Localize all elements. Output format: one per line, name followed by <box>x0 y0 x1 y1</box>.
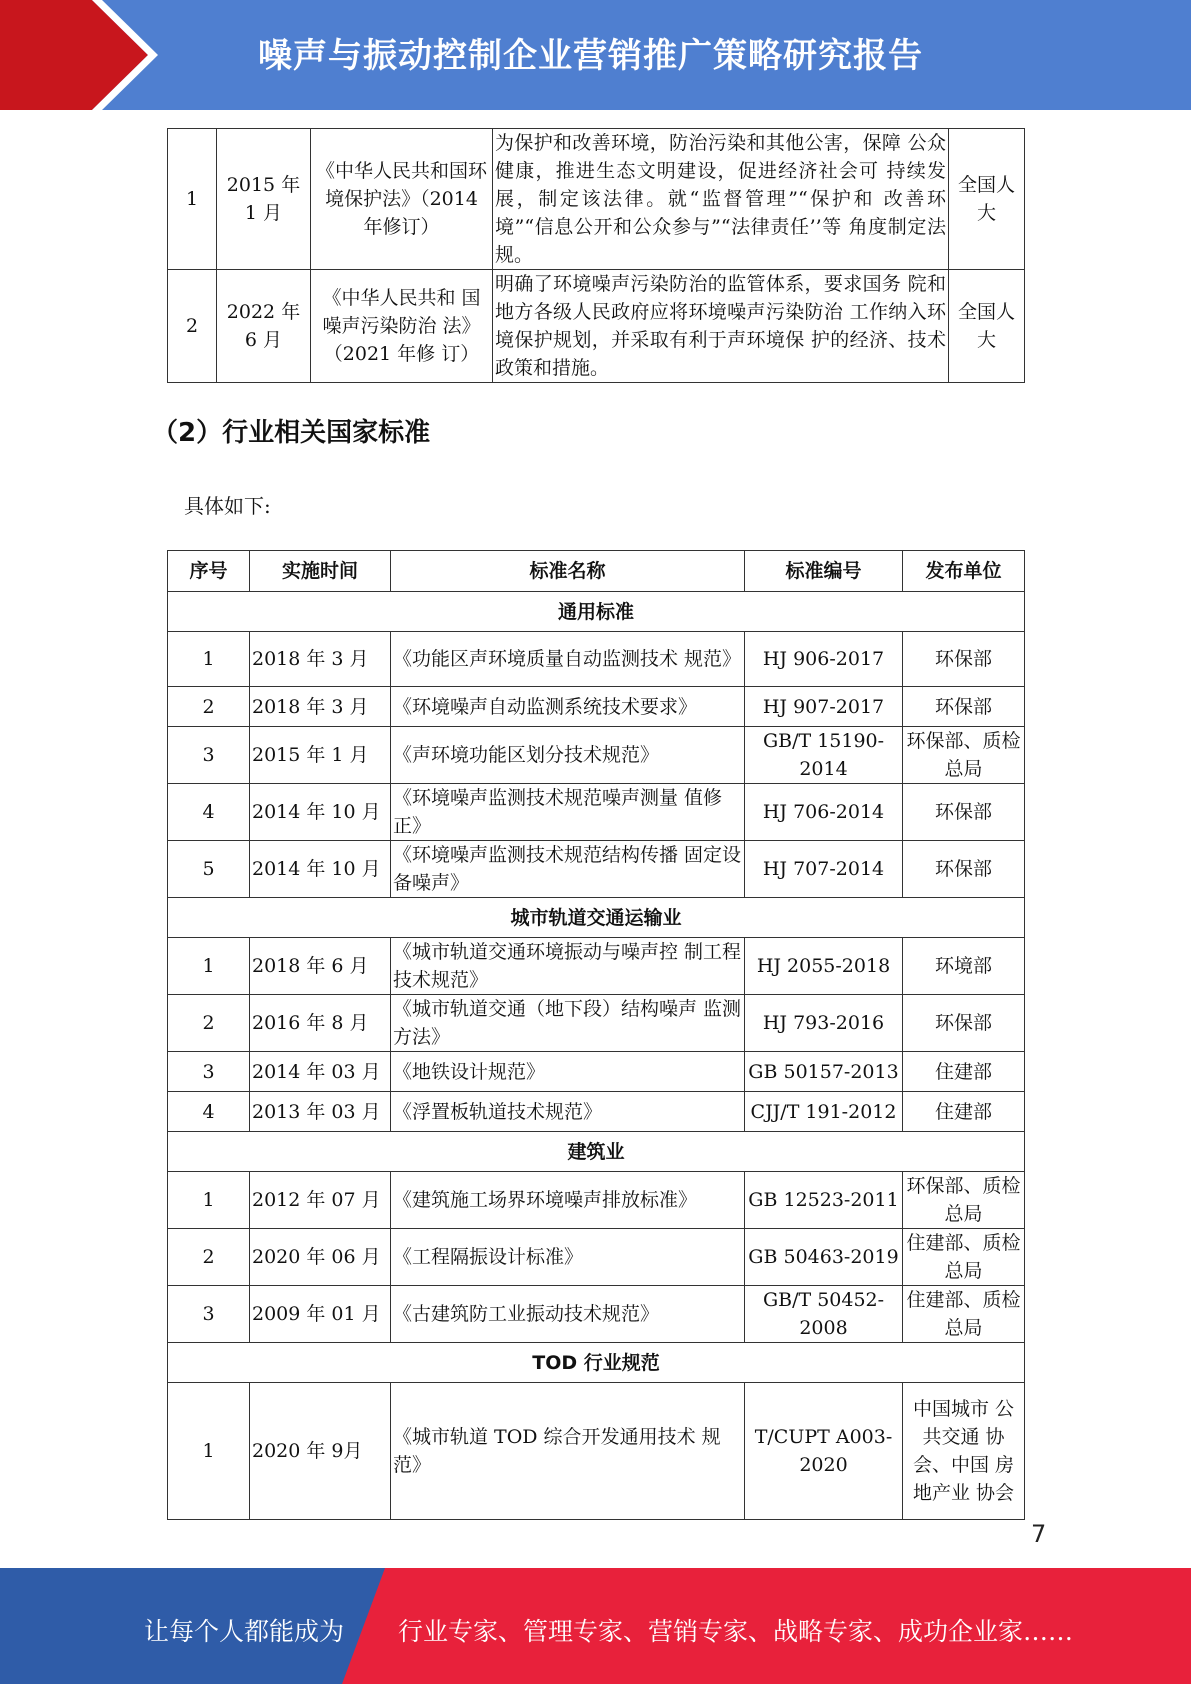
std-code: HJ 907-2017 <box>745 687 903 727</box>
law-name: 《中华人民共和国环境保护法》（2014 年修订） <box>311 129 493 270</box>
law-content: 明确了环境噪声污染防治的监管体系，要求国务 院和地方各级人民政府应将环境噪声污染防治 工作纳入环境保护规划，并采取有利于声环境保 护的经济、技术政策和措施。 <box>493 270 949 383</box>
law-issuer: 全国人大 <box>949 270 1025 383</box>
section-heading: （2）行业相关国家标准 <box>152 418 431 448</box>
std-code: T/CUPT A003-2020 <box>745 1383 903 1520</box>
std-date: 2014 年 10 月 <box>250 784 391 841</box>
law-no: 1 <box>168 129 217 270</box>
table-row <box>168 995 1025 1052</box>
table-row <box>168 1092 1025 1132</box>
table-row <box>168 1229 1025 1286</box>
table-row <box>168 938 1025 995</box>
std-name: 《环境噪声监测技术规范噪声测量 值修正》 <box>391 784 745 841</box>
std-date: 2018 年 3 月 <box>250 632 391 687</box>
law-issuer: 全国人大 <box>949 129 1025 270</box>
law-name: 《中华人民共和 国噪声污染防治 法》（2021 年修 订） <box>311 270 493 383</box>
page-number: 7 <box>1031 1520 1047 1548</box>
std-no: 4 <box>168 784 250 841</box>
std-no: 1 <box>168 1172 250 1229</box>
std-code: GB 50463-2019 <box>745 1229 903 1286</box>
std-name: 《浮置板轨道技术规范》 <box>391 1092 745 1132</box>
std-no: 4 <box>168 1092 250 1132</box>
std-name: 《环境噪声监测技术规范结构传播 固定设备噪声》 <box>391 841 745 898</box>
std-name: 《城市轨道交通（地下段）结构噪声 监测方法》 <box>391 995 745 1052</box>
std-name: 《声环境功能区划分技术规范》 <box>391 727 745 784</box>
std-no: 3 <box>168 1286 250 1343</box>
group-title: TOD 行业规范 <box>168 1343 1025 1383</box>
std-date: 2018 年 3 月 <box>250 687 391 727</box>
std-issuer: 中国城市 公共交通 协会、中国 房地产业 协会 <box>903 1383 1025 1520</box>
intro-text: 具体如下: <box>184 494 271 518</box>
law-content: 为保护和改善环境，防治污染和其他公害，保障 公众健康，推进生态文明建设，促进经济社会可 持续发展，制定该法律。就“监督管理”“保护和 改善环境”“信息公开和公众参与”“法律责任’’等 角度制定法规。 <box>493 129 949 270</box>
std-issuer: 环保部、质检总局 <box>903 727 1025 784</box>
table-row <box>168 1383 1025 1520</box>
std-issuer: 环保部 <box>903 784 1025 841</box>
group-row <box>168 592 1025 632</box>
std-issuer: 住建部、质检总局 <box>903 1229 1025 1286</box>
std-no: 2 <box>168 1229 250 1286</box>
std-code: GB 50157-2013 <box>745 1052 903 1092</box>
table-row <box>168 129 1025 270</box>
table-header-row <box>168 551 1025 592</box>
std-date: 2014 年 03 月 <box>250 1052 391 1092</box>
col-header-code: 标准编号 <box>745 551 903 592</box>
std-date: 2020 年 06 月 <box>250 1229 391 1286</box>
laws-table <box>167 128 1025 383</box>
std-code: GB/T 15190-2014 <box>745 727 903 784</box>
std-code: HJ 707-2014 <box>745 841 903 898</box>
footer-slogan-right: 行业专家、管理专家、营销专家、战略专家、成功企业家…… <box>398 1617 1074 1646</box>
std-date: 2018 年 6 月 <box>250 938 391 995</box>
col-header-issuer: 发布单位 <box>903 551 1025 592</box>
std-name: 《城市轨道交通环境振动与噪声控 制工程技术规范》 <box>391 938 745 995</box>
table-row <box>168 1286 1025 1343</box>
std-date: 2015 年 1 月 <box>250 727 391 784</box>
col-header-no: 序号 <box>168 551 250 592</box>
std-issuer: 环保部 <box>903 841 1025 898</box>
std-code: CJJ/T 191-2012 <box>745 1092 903 1132</box>
group-row <box>168 1132 1025 1172</box>
std-name: 《地铁设计规范》 <box>391 1052 745 1092</box>
std-code: HJ 906-2017 <box>745 632 903 687</box>
std-date: 2016 年 8 月 <box>250 995 391 1052</box>
std-name: 《城市轨道 TOD 综合开发通用技术 规范》 <box>391 1383 745 1520</box>
header-red-chevron <box>0 0 155 110</box>
std-name: 《功能区声环境质量自动监测技术 规范》 <box>391 632 745 687</box>
std-issuer: 住建部 <box>903 1092 1025 1132</box>
table-row <box>168 1052 1025 1092</box>
table-row <box>168 1172 1025 1229</box>
std-issuer: 环保部 <box>903 687 1025 727</box>
col-header-date: 实施时间 <box>250 551 391 592</box>
table-row <box>168 687 1025 727</box>
law-date: 2022 年 6 月 <box>217 270 311 383</box>
group-row <box>168 1343 1025 1383</box>
std-issuer: 住建部、质检总局 <box>903 1286 1025 1343</box>
std-code: HJ 793-2016 <box>745 995 903 1052</box>
std-code: GB 12523-2011 <box>745 1172 903 1229</box>
page-header <box>0 0 1191 110</box>
table-row <box>168 270 1025 383</box>
law-date: 2015 年 1 月 <box>217 129 311 270</box>
table-row <box>168 632 1025 687</box>
std-issuer: 环保部、质检总局 <box>903 1172 1025 1229</box>
table-row <box>168 727 1025 784</box>
std-date: 2009 年 01 月 <box>250 1286 391 1343</box>
std-no: 3 <box>168 727 250 784</box>
std-code: HJ 2055-2018 <box>745 938 903 995</box>
std-no: 2 <box>168 995 250 1052</box>
std-no: 1 <box>168 938 250 995</box>
table-row <box>168 784 1025 841</box>
group-title: 通用标准 <box>168 592 1025 632</box>
std-issuer: 环保部 <box>903 632 1025 687</box>
std-no: 3 <box>168 1052 250 1092</box>
footer-slogan-left: 让每个人都能成为 <box>144 1617 345 1646</box>
std-issuer: 环保部 <box>903 995 1025 1052</box>
std-no: 1 <box>168 1383 250 1520</box>
std-code: HJ 706-2014 <box>745 784 903 841</box>
std-no: 2 <box>168 687 250 727</box>
std-issuer: 环境部 <box>903 938 1025 995</box>
report-title: 噪声与振动控制企业营销推广策略研究报告 <box>258 36 923 76</box>
standards-table <box>167 550 1025 1520</box>
page-footer <box>0 1568 1191 1684</box>
std-name: 《古建筑防工业振动技术规范》 <box>391 1286 745 1343</box>
std-date: 2014 年 10 月 <box>250 841 391 898</box>
group-title: 城市轨道交通运输业 <box>168 898 1025 938</box>
group-row <box>168 898 1025 938</box>
std-date: 2020 年 9月 <box>250 1383 391 1520</box>
law-no: 2 <box>168 270 217 383</box>
table-row <box>168 841 1025 898</box>
std-issuer: 住建部 <box>903 1052 1025 1092</box>
std-name: 《建筑施工场界环境噪声排放标准》 <box>391 1172 745 1229</box>
std-code: GB/T 50452-2008 <box>745 1286 903 1343</box>
group-title: 建筑业 <box>168 1132 1025 1172</box>
std-date: 2013 年 03 月 <box>250 1092 391 1132</box>
std-date: 2012 年 07 月 <box>250 1172 391 1229</box>
std-name: 《工程隔振设计标准》 <box>391 1229 745 1286</box>
col-header-name: 标准名称 <box>391 551 745 592</box>
std-name: 《环境噪声自动监测系统技术要求》 <box>391 687 745 727</box>
std-no: 1 <box>168 632 250 687</box>
std-no: 5 <box>168 841 250 898</box>
